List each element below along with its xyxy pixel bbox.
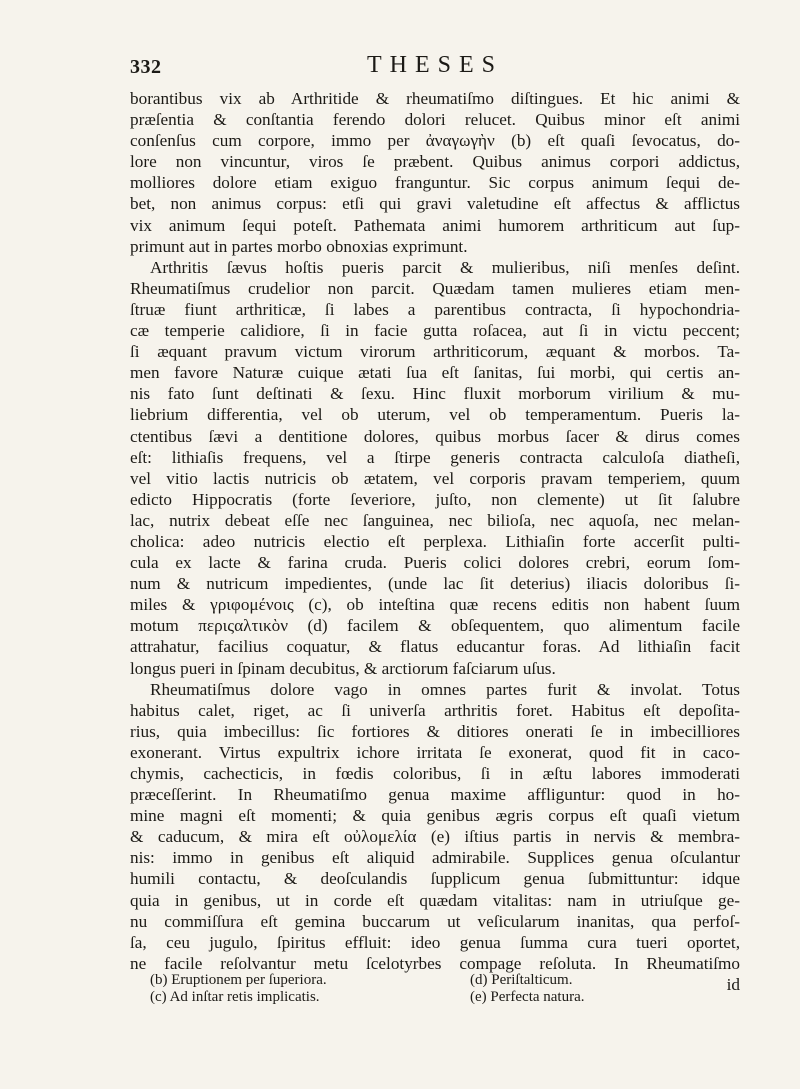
text-line: vel vitio lactis nutricis ob ætatem, vel corporis pravam temperiem, quum (130, 468, 740, 488)
text-line: exonerant. Virtus expultrix ichore irritata ſe exonerat, quod fit in caco- (130, 742, 740, 762)
footnote: (b) Eruptionem per ſuperiora. (150, 972, 327, 988)
text-line: præſentia & conſtantia ferendo dolori relucet. Quibus minor eſt animi (130, 110, 740, 130)
text-line: num & nutricum impedientes, (unde lac ſit deterius) iliacis doloribus ſi- (130, 574, 740, 594)
page-number: 332 (130, 56, 162, 78)
text-line: longus pueri in ſpinam decubitus, & arctiorum faſciarum uſus. (130, 658, 556, 678)
footnotes-left-column (150, 972, 450, 1006)
text-line: Arthritis ſævus hoſtis pueris parcit & mulieribus, niſi menſes deſint. (150, 257, 740, 277)
text-line: nis: immo in genibus eſt aliquid admirabile. Supplices genua oſculantur (130, 848, 740, 868)
text-line: lac, nutrix debeat eſſe nec ſanguinea, nec bilioſa, nec aquoſa, nec melan- (130, 510, 740, 530)
text-line: vix animum ſequi poteſt. Pathemata animi humorem arthriticum aut ſup- (130, 215, 740, 235)
text-line: bet, non animus corpus: etſi qui gravi valetudine eſt affectus & afflictus (130, 194, 740, 214)
text-line: lore non vincuntur, viros ſe præbent. Quibus animus corpori addictus, (130, 152, 740, 172)
text-line: ne facile reſolvantur metu ſcelotyrbes compage reſoluta. In Rheumatiſmo (130, 953, 740, 973)
text-line: attrahatur, facilius coquatur, & flatus educantur foras. Ad lithiaſin facit (130, 637, 740, 657)
text-line: ctentibus ſævi a dentitione dolores, quibus morbus ſacer & dirus comes (130, 426, 740, 446)
footnote: (d) Periſtalticum. (470, 972, 573, 988)
text-line: nis fato ſunt deſtinati & ſexu. Hinc fluxit morborum virilium & mu- (130, 384, 740, 404)
text-line: conſenſus cum corpore, immo per ἀναγωγὴν (b) eſt quaſi ſevocatus, do- (130, 131, 740, 151)
text-line: & caducum, & mira eſt οὐλομελία (e) iſtius partis in nervis & membra- (130, 827, 740, 847)
text-line: humili contactu, & deoſculandis ſupplicum genua ſubmittuntur: idque (130, 869, 740, 889)
text-line: ſi æquant pravum victum virorum arthriticorum, æquant & morbos. Ta- (130, 342, 740, 362)
page-header (130, 52, 740, 82)
text-line: cula ex lacte & farina cruda. Pueris colici dolores crebri, eorum ſom- (130, 553, 740, 573)
running-title: THESES (366, 52, 503, 78)
text-line: Rheumatiſmus crudelior non parcit. Quædam tamen mulieres etiam men- (130, 278, 740, 298)
text-line: men favore Naturæ cuique ætati ſua eſt ſanitas, ſui morbi, qui certis an- (130, 363, 740, 383)
text-line: habitus calet, riget, ac ſi univerſa arthritis foret. Habitus eſt depoſita- (130, 700, 740, 720)
text-line: edicto Hippocratis (forte ſeveriore, juſto, non clemente) ut ſit ſalubre (130, 489, 740, 509)
body-text (130, 88, 740, 995)
text-line: primunt aut in partes morbo obnoxias exprimunt. (130, 236, 468, 256)
text-line: cæ temperie calidiore, ſi in facie gutta roſacea, aut ſi in victu peccent; (130, 321, 740, 341)
text-line: mine magni eſt momenti; & quia genibus ægris corpus eſt quaſi vietum (130, 806, 740, 826)
text-line: ſa, ceu jugulo, ſpiritus effluit: ideo genua ſumma cura tueri oportet, (130, 932, 740, 952)
footnote: (e) Perfecta natura. (470, 989, 585, 1005)
text-line: quia in genibus, ut in corde eſt quædam vitalitas: nam in utriuſque ge- (130, 890, 740, 910)
text-line: præceſſerint. In Rheumatiſmo genua maxime affliguntur: quod in ho- (130, 785, 740, 805)
text-line: ſtruæ fiunt arthriticæ, ſi labes a parentibus contracta, ſi hypochondria- (130, 299, 740, 319)
text-line: miles & γριφομένοις (c), ob inteſtina quæ recens editis non habent ſuum (130, 595, 740, 615)
footnote: (c) Ad inſtar retis implicatis. (150, 989, 320, 1005)
text-line: nu commiſſura eſt gemina buccarum ut veſicularum inanitas, qua perfoſ- (130, 911, 740, 931)
text-line: cholica: adeo nutricis electio eſt perplexa. Lithiaſin forte accerſit pulti- (130, 531, 740, 551)
text-line: eſt: lithiaſis frequens, vel a ſtirpe generis contracta calculoſa diatheſi, (130, 447, 740, 467)
text-line: rius, quia imbecillus: ſic fortiores & ditiores onerati ſe in imbecilliores (130, 721, 740, 741)
text-line: motum περιςαλτικὸν (d) facilem & obſequentem, quo alimentum facile (130, 616, 740, 636)
text-line: molliores dolore etiam exiguo franguntur. Sic corpus animum ſequi de- (130, 173, 740, 193)
text-line: liebrium differentia, vel ob uterum, vel ob temperamentum. Pueris la- (130, 405, 740, 425)
text-line: borantibus vix ab Arthritide & rheumatiſmo diſtingues. Et hic animi & (130, 89, 740, 108)
text-line: Rheumatiſmus dolore vago in omnes partes furit & involat. Totus (150, 679, 740, 699)
text-line: chymis, cachecticis, in fœdis coloribus, ſi in æſtu labores immoderati (130, 764, 740, 783)
text-line: id (726, 974, 740, 994)
footnotes-right-column (470, 972, 710, 1006)
